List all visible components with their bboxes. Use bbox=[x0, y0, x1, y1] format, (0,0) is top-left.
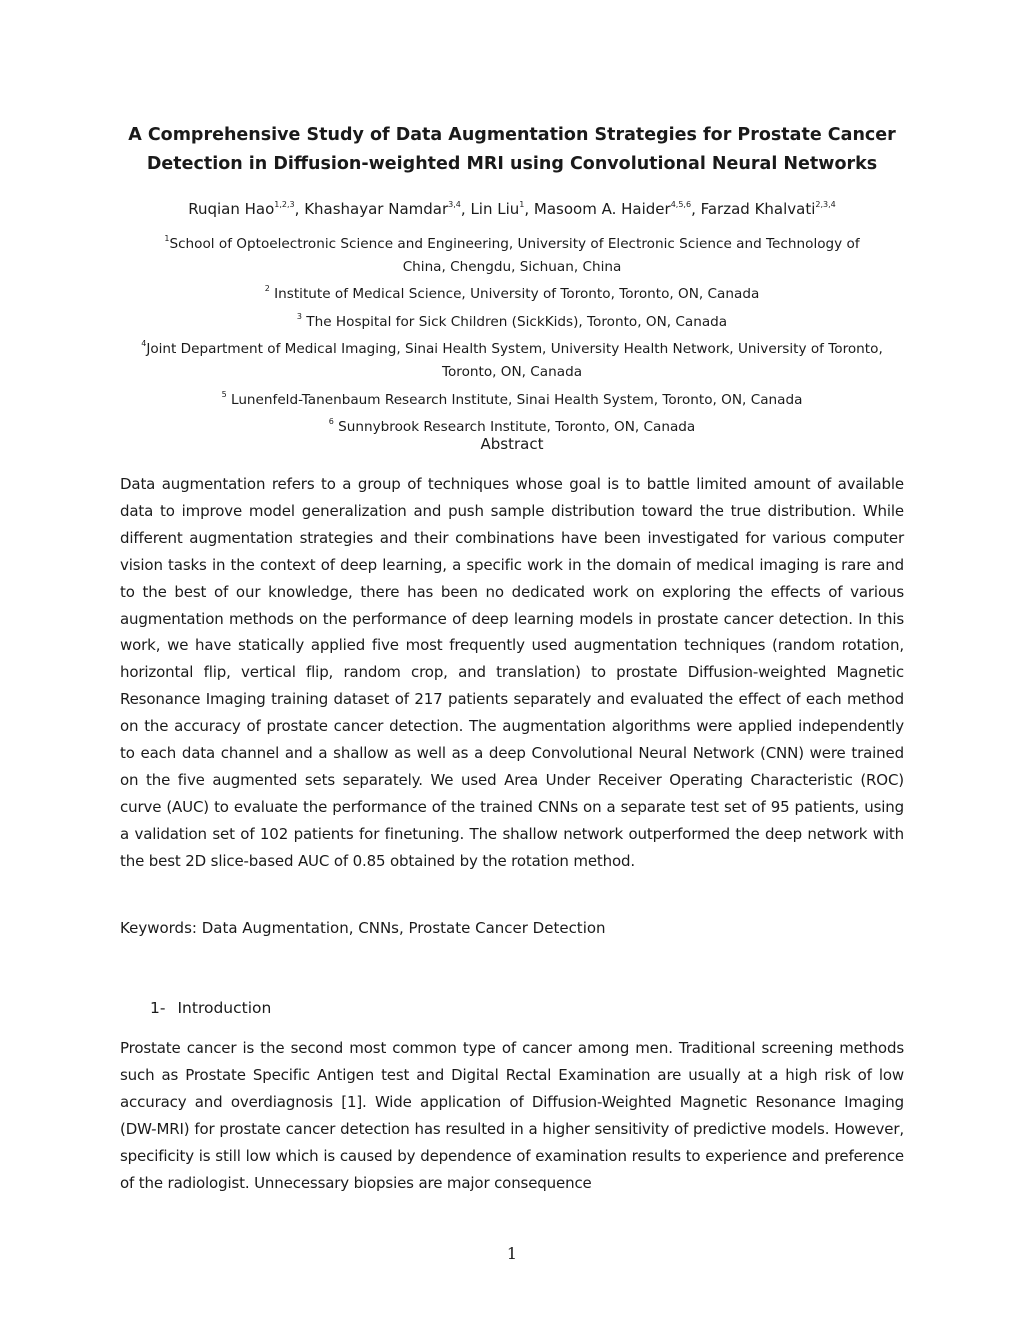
affiliation-marker: 3 bbox=[296, 311, 302, 321]
title-line-1: A Comprehensive Study of Data Augmentation Strategies for Prostate Cancer bbox=[128, 125, 896, 145]
author-name: Ruqian Hao bbox=[188, 200, 275, 218]
affiliation-marker: 4 bbox=[141, 339, 147, 349]
abstract-heading: Abstract bbox=[480, 435, 544, 453]
section-number: 1- bbox=[150, 999, 166, 1017]
author-name: Lin Liu bbox=[470, 200, 520, 218]
affiliation-text: Institute of Medical Science, University of Toronto, Toronto, ON, Canada bbox=[274, 286, 760, 303]
section-heading-introduction bbox=[150, 995, 271, 1021]
affiliation-text: Lunenfeld-Tanenbaum Research Institute, Sinai Health System, Toronto, ON, Canada bbox=[230, 391, 803, 408]
affiliation-5 bbox=[100, 384, 924, 412]
affiliation-marker: 1 bbox=[164, 234, 170, 243]
keywords-line: Keywords: Data Augmentation, CNNs, Prostate Cancer Detection bbox=[120, 919, 606, 937]
affiliation-2 bbox=[100, 278, 924, 306]
author-affiliation-marker: 4,5,6 bbox=[670, 200, 692, 209]
author-list bbox=[60, 193, 964, 221]
author-name: Farzad Khalvati bbox=[700, 200, 816, 218]
author bbox=[188, 200, 304, 218]
author bbox=[470, 200, 533, 218]
author-affiliation-marker: 1,2,3 bbox=[274, 200, 295, 209]
affiliation-text-continued: China, Chengdu, Sichuan, China bbox=[402, 258, 622, 275]
affiliation-text: Joint Department of Medical Imaging, Sinai Health System, University Health Network, University of Toronto, bbox=[146, 341, 883, 358]
affiliation-text-continued: Toronto, ON, Canada bbox=[441, 363, 583, 380]
affiliation-text: The Hospital for Sick Children (SickKids), Toronto, ON, Canada bbox=[306, 313, 728, 330]
affiliation-4 bbox=[100, 333, 924, 383]
title-line-2: Detection in Diffusion-weighted MRI using Convolutional Neural Networks bbox=[146, 154, 878, 174]
author-separator: , bbox=[524, 200, 534, 218]
affiliation-marker: 2 bbox=[264, 284, 270, 294]
section-title: Introduction bbox=[177, 999, 272, 1017]
affiliation-1 bbox=[100, 228, 924, 278]
introduction-paragraph: Prostate cancer is the second most common type of cancer among men. Traditional screening methods such as Prostate Specific Antigen test and Digital Rectal Examination are usually at a high risk of low accuracy and overdiagnosis [1]. Wide application of Diffusion-Weighted Magnetic Resonance Imaging (DW-MRI) for prostate cancer detection has resulted in a higher sensitivity of predictive models. However, specificity is still low which is caused by dependence of examination results to experience and preference of the radiologist. Unnecessary biopsies are major consequence bbox=[120, 1039, 904, 1192]
author-separator: , bbox=[691, 200, 701, 218]
affiliation-marker: 6 bbox=[328, 417, 334, 427]
author bbox=[701, 200, 836, 218]
page-number: 1 bbox=[506, 1244, 518, 1263]
paper-title bbox=[100, 121, 924, 179]
author-separator: , bbox=[460, 200, 471, 218]
author-separator: , bbox=[294, 200, 305, 218]
affiliation-text: Sunnybrook Research Institute, Toronto, ON, Canada bbox=[338, 419, 696, 436]
author bbox=[304, 200, 470, 218]
author-affiliation-marker: 2,3,4 bbox=[815, 200, 836, 209]
affiliation-marker: 5 bbox=[221, 389, 227, 399]
author-name: Khashayar Namdar bbox=[304, 200, 449, 218]
author bbox=[534, 200, 701, 218]
affiliation-3 bbox=[100, 306, 924, 334]
author-affiliation-marker: 3,4 bbox=[448, 200, 461, 209]
author-affiliation-marker: 1 bbox=[519, 200, 525, 209]
affiliation-list bbox=[100, 228, 924, 439]
author-name: Masoom A. Haider bbox=[533, 200, 671, 218]
affiliation-text: School of Optoelectronic Science and Engineering, University of Electronic Science and Technology of bbox=[169, 236, 860, 252]
abstract-paragraph: Data augmentation refers to a group of techniques whose goal is to battle limited amount of available data to improve model generalization and push sample distribution toward the true distribution. While different augmentation strategies and their combinations have been investigated for various computer vision tasks in the context of deep learning, a specific work in the domain of medical imaging is rare and to the best of our knowledge, there has been no dedicated work on exploring the effects of various augmentation methods on the performance of deep learning models in prostate cancer detection. In this work, we have statically applied five most frequently used augmentation techniques (random rotation, horizontal flip, vertical flip, random crop, and translation) to prostate Diffusion-weighted Magnetic Resonance Imaging training dataset of 217 patients separately and evaluated the effect of each method on the accuracy of prostate cancer detection. The augmentation algorithms were applied independently to each data channel and a shallow as well as a deep Convolutional Neural Network (CNN) were trained on the five augmented sets separately. We used Area Under Receiver Operating Characteristic (ROC) curve (AUC) to evaluate the performance of the trained CNNs on a separate test set of 95 patients, using a validation set of 102 patients for finetuning. The shallow network outperformed the deep network with the best 2D slice-based AUC of 0.85 obtained by the rotation method. bbox=[120, 475, 904, 870]
